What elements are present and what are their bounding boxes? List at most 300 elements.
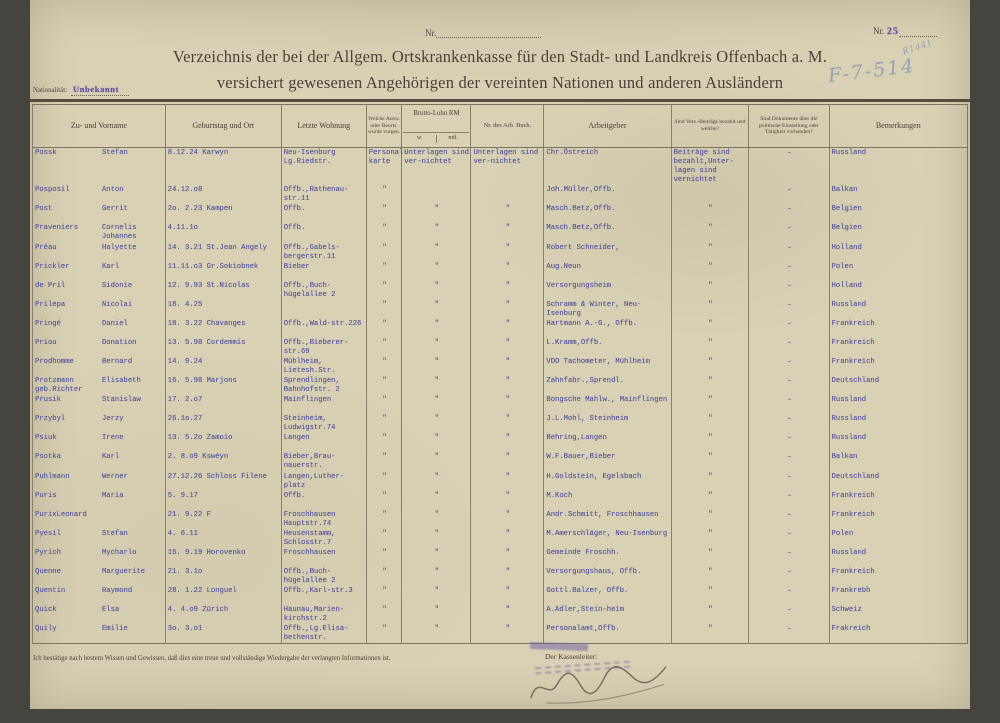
cell-documents: –: [749, 567, 829, 586]
cell-birth: 26.1o.27: [165, 414, 281, 433]
cell-workbook: ": [471, 357, 544, 376]
surname: Przybyl: [35, 415, 66, 424]
cell-name: [33, 548, 166, 567]
register-table: [32, 104, 968, 644]
cell-workbook: ": [471, 376, 544, 395]
cell-documents: –: [749, 357, 829, 376]
cell-contributions: ": [671, 510, 749, 529]
cell-wage: ": [402, 395, 471, 414]
cell-contributions: ": [671, 281, 749, 300]
certification-text: Ich bestätige nach bestem Wissen und Gewissen, daß dies eine treue und vollständige Wiedergabe der verlangten Informationen ist.: [33, 655, 391, 662]
surname: Psiuk: [35, 434, 57, 443]
cell-residence: Langen,Luther-platz: [281, 472, 366, 491]
cell-remarks: Russland: [829, 300, 967, 319]
cell-employer: Andr.Schmitt, Froschhausen: [544, 510, 671, 529]
cell-birth: 21. 3.1o: [165, 567, 281, 586]
cell-wage: ": [402, 586, 471, 605]
cell-name: [33, 529, 166, 548]
surname: Protzmann geb.Richter: [35, 377, 83, 395]
col-header-workbook: Nr. des Arb. Buch.: [471, 105, 544, 148]
table-row: [33, 376, 968, 395]
cell-name: [33, 223, 166, 242]
surname: Pyesil: [35, 529, 61, 538]
cell-workbook: ": [471, 395, 544, 414]
first-name: Irene: [101, 434, 124, 443]
table-row: [33, 529, 968, 548]
cell-contributions: ": [671, 567, 749, 586]
cell-employer: Gottl.Balzer, Offb.: [544, 586, 671, 605]
cell-workbook: Unterlagen sind ver-nichtet: [471, 148, 544, 186]
cell-workbook: ": [471, 223, 544, 242]
cell-id-document: ": [366, 491, 402, 510]
cell-workbook: ": [471, 243, 544, 262]
cell-id-document: ": [366, 567, 402, 586]
cell-remarks: Polen: [829, 262, 967, 281]
cell-birth: 24.12.o8: [165, 185, 281, 204]
surname: Prodhomme: [35, 358, 74, 366]
cell-contributions: ": [671, 548, 749, 567]
cell-wage: ": [402, 338, 471, 357]
cell-birth: 11.11.o3 Gr.Sokiobnek: [165, 262, 281, 281]
cell-employer: Gemeinde Froschh.: [544, 548, 671, 567]
surname: Quick: [35, 606, 57, 614]
cell-employer: Masch.Betz,Offb.: [544, 223, 671, 242]
first-name: Emilie: [101, 625, 128, 634]
surname: Quily: [35, 625, 57, 634]
cell-employer: Joh.Müller,Offb.: [544, 185, 671, 204]
cell-wage: ": [402, 223, 471, 242]
cell-id-document: ": [366, 472, 402, 491]
cell-documents: –: [749, 223, 829, 242]
cell-workbook: ": [471, 338, 544, 357]
cell-workbook: ": [471, 624, 544, 644]
cell-wage: ": [402, 433, 471, 452]
cell-id-document: ": [366, 185, 402, 204]
cell-employer: Aug.Neun: [544, 262, 671, 281]
cell-name: [33, 376, 166, 395]
table-row: [33, 281, 968, 300]
col-header-remarks: Bemerkungen: [829, 105, 967, 148]
cell-employer: VDO Tachometer, Mühlheim: [544, 357, 671, 376]
first-name: Elisabeth: [101, 377, 141, 386]
cell-remarks: Frankreich: [829, 338, 967, 357]
wage-label: Brutto-Lohn RM: [413, 109, 460, 117]
cell-name: [33, 262, 166, 281]
document-page: [30, 0, 970, 709]
cell-employer: Versorgungsheim: [544, 281, 671, 300]
cell-remarks: Russland: [829, 148, 967, 186]
cell-wage: ": [402, 414, 471, 433]
cell-contributions: ": [671, 529, 749, 548]
cell-birth: 18. 4.25: [165, 300, 281, 319]
cell-employer: M.Koch: [544, 491, 671, 510]
nationality-stamp: Unbekannt: [71, 84, 129, 96]
cell-birth: 27.12.26 Schloss Filene: [165, 472, 281, 491]
cell-wage: ": [402, 262, 471, 281]
cell-documents: –: [749, 548, 829, 567]
cell-contributions: ": [671, 262, 749, 281]
cell-documents: –: [749, 338, 829, 357]
cell-birth: 21. 9.22 F: [165, 510, 281, 529]
cell-employer: Versorgungshaus, Offb.: [544, 567, 671, 586]
first-name: Stefan: [101, 149, 128, 157]
col-header-documents: Sind Dokumente über die politische Einstellung oder Tätigkeit vorhanden?: [749, 105, 829, 148]
cell-contributions: ": [671, 319, 749, 338]
cell-workbook: ": [471, 605, 544, 624]
first-name: Marguerite: [101, 567, 146, 576]
cell-birth: 13. 5.98 Cordemmis: [165, 338, 281, 357]
cell-name: [33, 300, 166, 319]
cell-documents: –: [749, 148, 829, 186]
cell-residence: Offb.: [281, 204, 366, 223]
cell-wage: ": [402, 529, 471, 548]
cell-contributions: ": [671, 243, 749, 262]
cell-wage: ": [402, 357, 471, 376]
cell-birth: 14. 9.24: [165, 357, 281, 376]
table-row: [33, 319, 968, 338]
wage-subcolumns: [403, 132, 469, 146]
cell-name: [33, 605, 166, 624]
cell-remarks: Balkan: [829, 452, 967, 471]
cell-name: [33, 185, 166, 204]
cell-employer: H.Goldstein, Egelsbach: [544, 472, 671, 491]
cell-workbook: ": [471, 319, 544, 338]
cell-employer: Masch.Betz,Offb.: [544, 204, 671, 223]
cell-residence: Offb.,Buch-hügelallee 2: [281, 281, 366, 300]
surname: Prusik: [35, 396, 61, 405]
first-name: Stefan: [101, 529, 128, 538]
cell-birth: 3o. 3.o1: [165, 624, 281, 644]
cell-residence: Offb.,Bieberer-str.69: [281, 338, 366, 357]
cell-wage: [402, 185, 471, 204]
cell-wage: ": [402, 281, 471, 300]
cell-birth: 18. 3.22 Chavanges: [165, 319, 281, 338]
cell-contributions: ": [671, 357, 749, 376]
col-header-wage: [402, 105, 471, 148]
cell-remarks: Frankreich: [829, 567, 967, 586]
cell-id-document: ": [366, 433, 402, 452]
surname: Possk: [35, 149, 57, 157]
table-row: [33, 414, 968, 433]
cell-workbook: ": [471, 548, 544, 567]
cell-name: [33, 510, 166, 529]
cell-birth: 16. 5.98 Marjons: [165, 376, 281, 395]
cell-residence: Offb.,Lg.Elisa-bethenstr.: [281, 624, 366, 644]
cell-contributions: ": [671, 452, 749, 471]
cell-workbook: ": [471, 529, 544, 548]
table-row: [33, 357, 968, 376]
cell-contributions: ": [671, 586, 749, 605]
cell-employer: J.L.Mohl, Steinheim: [544, 414, 671, 433]
surname: Préau: [35, 243, 57, 252]
cell-contributions: ": [671, 472, 749, 491]
first-name: Gerrit: [101, 205, 128, 214]
cell-documents: –: [749, 395, 829, 414]
cell-residence: Bieber,Brau-nauerstr.: [281, 452, 366, 471]
table-row: [33, 243, 968, 262]
cell-remarks: Russland: [829, 548, 967, 567]
cell-remarks: Frankreich: [829, 491, 967, 510]
cell-wage: ": [402, 624, 471, 644]
cell-residence: Froschhausen Hauptstr.74: [281, 510, 366, 529]
cell-contributions: ": [671, 414, 749, 433]
cell-documents: –: [749, 586, 829, 605]
dotted-line: [436, 29, 541, 38]
dotted-line: [899, 28, 937, 37]
table-row: [33, 491, 968, 510]
surname: Priou: [35, 338, 57, 347]
first-name: Anton: [101, 186, 124, 195]
cell-documents: –: [749, 281, 829, 300]
cell-residence: Offb.,Buch-hügelallee 2: [281, 567, 366, 586]
table-row: [33, 472, 968, 491]
cell-residence: Steinheim, Ludwigstr.74: [281, 414, 366, 433]
handwritten-reference-number: F-7-514: [826, 54, 917, 88]
cell-residence: Froschhausen: [281, 548, 366, 567]
heavy-rule: [30, 99, 970, 102]
table-row: [33, 433, 968, 452]
first-name: Maria: [101, 491, 124, 500]
cell-id-document: ": [366, 300, 402, 319]
cell-employer: Robert Schneider,: [544, 243, 671, 262]
cell-name: [33, 586, 166, 605]
cell-birth: 4.11.1o: [165, 223, 281, 242]
cell-name: [33, 491, 166, 510]
cell-contributions: ": [671, 223, 749, 242]
cell-id-document: ": [366, 529, 402, 548]
cell-remarks: Polen: [829, 529, 967, 548]
cell-name: [33, 395, 166, 414]
cell-remarks: Russland: [829, 414, 967, 433]
cell-remarks: Balkan: [829, 185, 967, 204]
cell-id-document: ": [366, 262, 402, 281]
cell-contributions: ": [671, 338, 749, 357]
cell-id-document: ": [366, 548, 402, 567]
cell-birth: 4. 6.11: [165, 529, 281, 548]
cell-documents: –: [749, 243, 829, 262]
cell-remarks: Belgien: [829, 204, 967, 223]
cell-workbook: [471, 185, 544, 204]
wage-sub-weekly: w.: [416, 135, 423, 142]
col-header-contributions: Sind Vers.-Beiträge bezahlt und welche?: [671, 105, 749, 148]
handwritten-pencil-note: R1441: [901, 37, 935, 58]
cell-id-document: ": [366, 281, 402, 300]
cell-id-document: ": [366, 624, 402, 644]
cell-documents: –: [749, 624, 829, 644]
cell-contributions: ": [671, 376, 749, 395]
cell-name: [33, 433, 166, 452]
surname: Prilepa: [35, 300, 66, 309]
cell-residence: Haunau,Marien-kirchstr.2: [281, 605, 366, 624]
cell-residence: Mühlheim, Lietesh.Str.: [281, 357, 366, 376]
first-name: Raymond: [101, 587, 133, 595]
cell-documents: –: [749, 605, 829, 624]
cell-employer: A.Adler,Stein-heim: [544, 605, 671, 624]
cell-documents: –: [749, 414, 829, 433]
cell-name: [33, 414, 166, 433]
table-row: [33, 586, 968, 605]
cell-wage: ": [402, 605, 471, 624]
cell-remarks: Russland: [829, 433, 967, 452]
cell-contributions: ": [671, 395, 749, 414]
cell-contributions: ": [671, 491, 749, 510]
nr-field-blank: Nr.: [425, 28, 541, 38]
cell-employer: Personalamt,Offb.: [544, 624, 671, 644]
cell-residence: Offb.,Wald-str.226: [281, 319, 366, 338]
table-row: [33, 567, 968, 586]
cell-employer: Behring,Langen: [544, 433, 671, 452]
table-row: [33, 452, 968, 471]
cell-documents: –: [749, 319, 829, 338]
cell-wage: ": [402, 452, 471, 471]
table-body: [33, 148, 968, 644]
cell-documents: –: [749, 491, 829, 510]
table-row: [33, 338, 968, 357]
document-title-line1: Verzeichnis der bei der Allgem. Ortskrankenkasse für den Stadt- und Landkreis Offenbach a. M.: [172, 47, 828, 66]
cell-id-document: ": [366, 586, 402, 605]
first-name: Karl: [101, 262, 120, 271]
cell-birth: 5. 9.17: [165, 491, 281, 510]
cell-employer: L.Kramm,Offb.: [544, 338, 671, 357]
cell-name: [33, 243, 166, 262]
cell-wage: ": [402, 319, 471, 338]
cell-documents: –: [749, 300, 829, 319]
cell-residence: Sprendlingen, Bahnhofstr. 2: [281, 376, 366, 395]
cell-id-document: ": [366, 357, 402, 376]
first-name: Werner: [101, 472, 128, 481]
cell-name: [33, 281, 166, 300]
first-name: Nicolai: [101, 300, 133, 309]
cell-id-document: Personal-karte: [366, 148, 402, 186]
cell-workbook: ": [471, 510, 544, 529]
kassenleiter-label: Der Kassenleiter:: [545, 652, 598, 661]
cell-name: [33, 452, 166, 471]
cell-birth: 13. 5.2o Zamoio: [165, 433, 281, 452]
surname: Post: [35, 205, 53, 214]
surname: Posposil: [35, 186, 70, 195]
cell-residence: Offb.,Gabels-bergerstr.11: [281, 243, 366, 262]
cell-contributions: [671, 185, 749, 204]
surname: Pyrich: [35, 548, 61, 557]
cell-workbook: ": [471, 262, 544, 281]
cell-id-document: ": [366, 376, 402, 395]
cell-workbook: ": [471, 300, 544, 319]
surname: Quenne: [35, 567, 61, 576]
cell-workbook: ": [471, 281, 544, 300]
cell-id-document: ": [366, 204, 402, 223]
surname: Praveniers: [35, 224, 79, 233]
table-row: [33, 624, 968, 644]
cell-id-document: ": [366, 605, 402, 624]
cell-remarks: Frankreich: [829, 319, 967, 338]
cell-wage: ": [402, 491, 471, 510]
document-title-line2: versichert gewesenen Angehörigen der vereinten Nationen und anderen Ausländern: [216, 73, 784, 92]
col-header-name: Zu- und Vorname: [33, 105, 166, 148]
cell-employer: Schramm & Winter, Neu-Isenburg: [544, 300, 671, 319]
cell-remarks: Russland: [829, 395, 967, 414]
cell-contributions: Beiträge sind bezahlt,Unter-lagen sind vernichtet: [671, 148, 749, 186]
cell-id-document: ": [366, 510, 402, 529]
cell-id-document: ": [366, 414, 402, 433]
cell-wage: ": [402, 376, 471, 395]
cell-employer: W.F.Bauer,Bieber: [544, 452, 671, 471]
cell-residence: Offb.,Karl-str.3: [281, 586, 366, 605]
table-row: [33, 223, 968, 242]
cell-remarks: Holland: [829, 281, 967, 300]
cell-documents: –: [749, 433, 829, 452]
col-header-employer: Arbeitgeber: [544, 105, 671, 148]
cell-contributions: ": [671, 624, 749, 644]
cell-remarks: Deutschland: [829, 472, 967, 491]
cell-birth: 2o. 2.23 Kampen: [165, 204, 281, 223]
cell-name: [33, 204, 166, 223]
table-row: [33, 148, 968, 186]
table-row: [33, 204, 968, 223]
col-header-birth: Geburtstag und Ort: [165, 105, 281, 148]
cell-documents: –: [749, 185, 829, 204]
cell-id-document: ": [366, 395, 402, 414]
cell-workbook: ": [471, 567, 544, 586]
stamp-fragment: [530, 642, 588, 651]
cell-contributions: ": [671, 433, 749, 452]
cell-birth: 12. 9.93 St.Nicolas: [165, 281, 281, 300]
cell-employer: Chr.Östreich: [544, 148, 671, 186]
table-row: [33, 605, 968, 624]
cell-wage: ": [402, 548, 471, 567]
page-number-stamp: 25: [886, 25, 899, 38]
first-name: Stanislaw: [101, 396, 141, 405]
cell-birth: 8.12.24 Karwyn: [165, 148, 281, 186]
cell-contributions: ": [671, 300, 749, 319]
cell-id-document: ": [366, 452, 402, 471]
cell-residence: Mainflingen: [281, 395, 366, 414]
surname: de Pril: [35, 281, 66, 290]
cell-employer: Hartmann A.-G., Offb.: [544, 319, 671, 338]
cell-documents: –: [749, 204, 829, 223]
cell-birth: 28. 1.22 Longuel: [165, 586, 281, 605]
first-name: Donation: [101, 338, 137, 347]
cell-contributions: ": [671, 605, 749, 624]
cell-residence: [281, 300, 366, 319]
table-row: [33, 185, 968, 204]
cell-wage: ": [402, 243, 471, 262]
cell-workbook: ": [471, 414, 544, 433]
first-name: Mycharlo: [101, 548, 137, 557]
cell-remarks: Frakreich: [829, 624, 967, 644]
surname: Prickler: [35, 262, 70, 271]
cell-workbook: ": [471, 472, 544, 491]
cell-name: [33, 338, 166, 357]
cell-workbook: ": [471, 433, 544, 452]
cell-documents: –: [749, 376, 829, 395]
first-name: Cornelis Johannes: [101, 224, 137, 242]
cell-remarks: Holland: [829, 243, 967, 262]
cell-remarks: Schweiz: [829, 605, 967, 624]
cell-documents: –: [749, 262, 829, 281]
cell-residence: Bieber: [281, 262, 366, 281]
cell-wage: ": [402, 567, 471, 586]
cell-id-document: ": [366, 319, 402, 338]
cell-birth: 4. 4.o9 Zürich: [165, 605, 281, 624]
surname: Pringé: [35, 319, 61, 328]
nationality-line: [33, 84, 129, 94]
cell-id-document: ": [366, 223, 402, 242]
cell-name: [33, 567, 166, 586]
nationality-label: Nationalität:: [33, 87, 67, 94]
cell-workbook: ": [471, 491, 544, 510]
col-header-residence: Letzte Wohnung: [281, 105, 366, 148]
cell-workbook: ": [471, 204, 544, 223]
